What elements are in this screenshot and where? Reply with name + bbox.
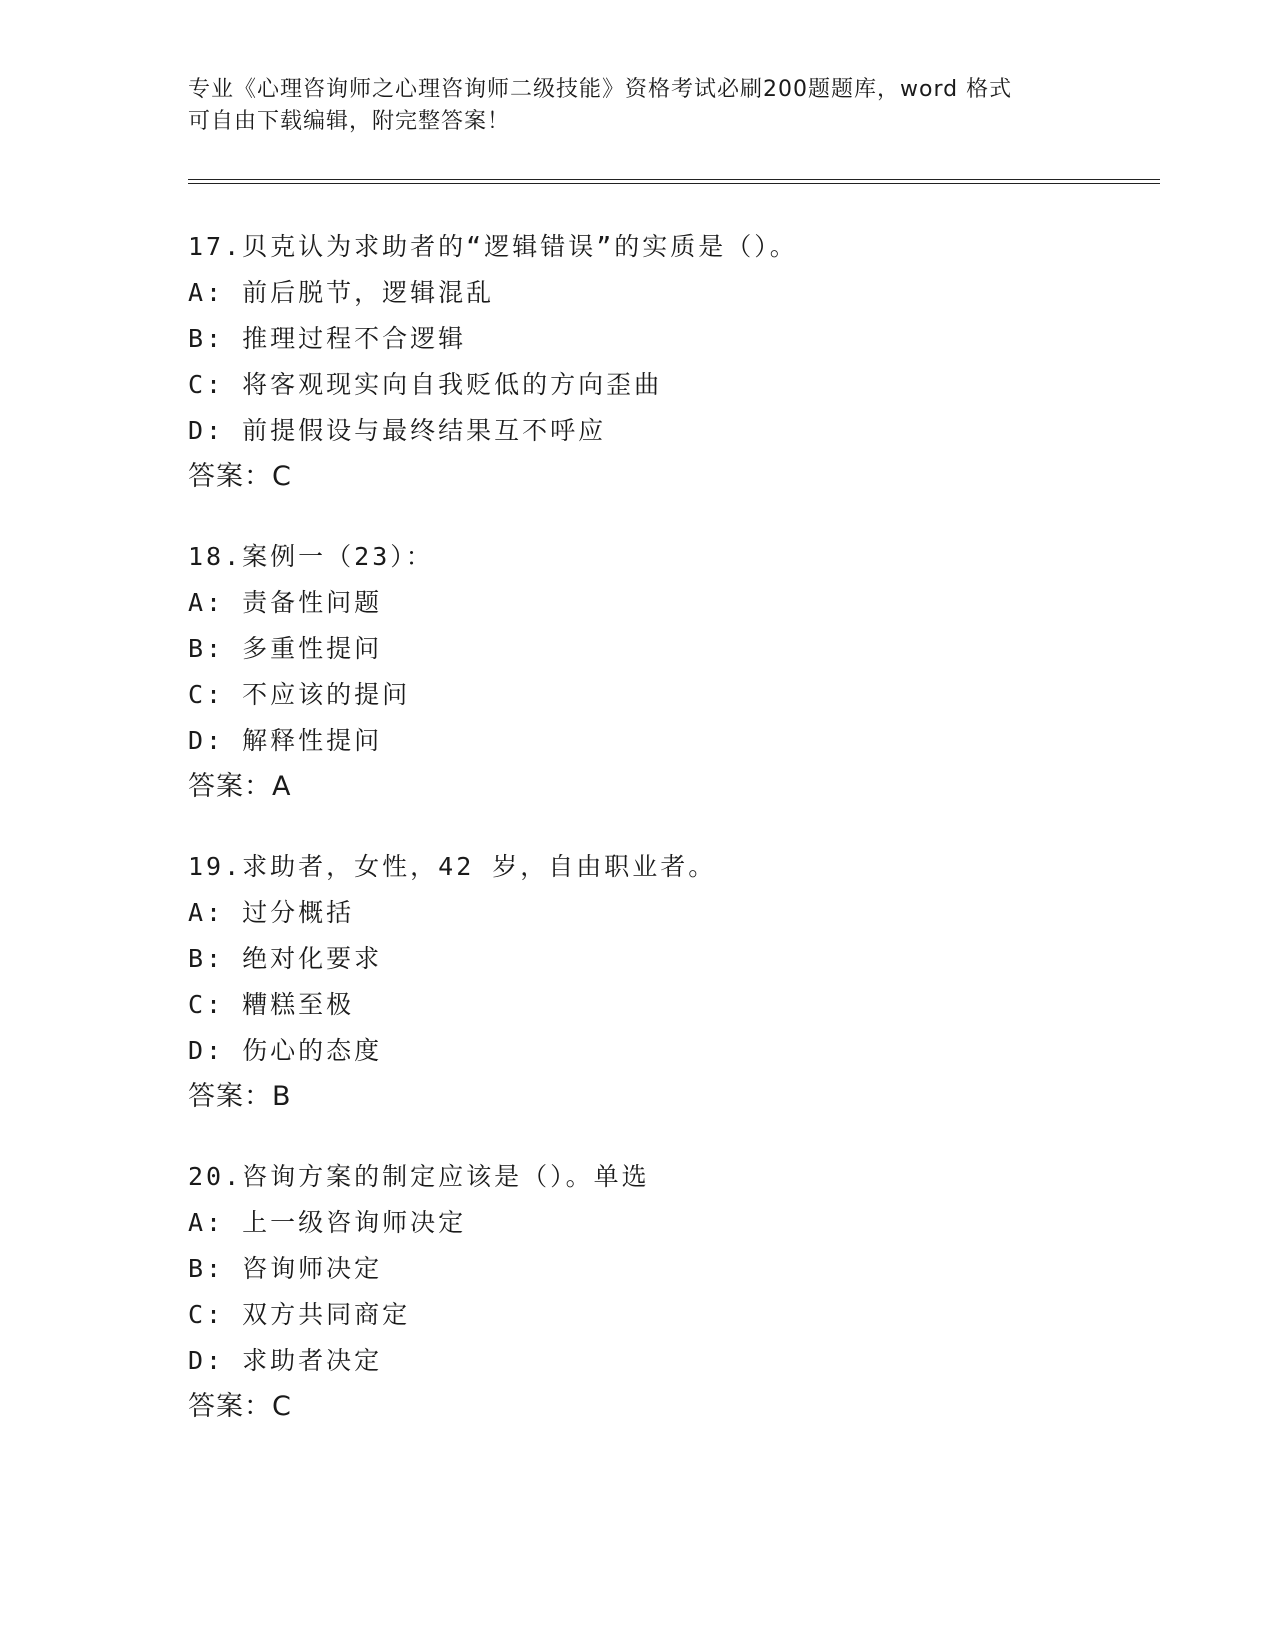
option-c: C: 不应该的提问: [188, 680, 411, 709]
header-divider-top: [188, 179, 1160, 180]
answer: 答案：C: [188, 1391, 292, 1422]
question-stem: 18.案例一（23）：: [188, 542, 434, 571]
question-19: [188, 844, 1168, 1120]
option-d: D: 解释性提问: [188, 726, 383, 755]
question-stem: 17.贝克认为求助者的“逻辑错误”的实质是（）。: [188, 232, 798, 261]
option-b: B: 推理过程不合逻辑: [188, 324, 467, 353]
header-line-2: 可自由下载编辑，附完整答案！: [188, 109, 511, 134]
answer: 答案：C: [188, 461, 292, 492]
option-a: A: 过分概括: [188, 898, 355, 927]
option-c: C: 糟糕至极: [188, 990, 355, 1019]
option-a: A: 前后脱节，逻辑混乱: [188, 278, 495, 307]
question-stem: 20.咨询方案的制定应该是（）。单选: [188, 1162, 650, 1191]
answer: 答案：B: [188, 1081, 292, 1112]
option-b: B: 咨询师决定: [188, 1254, 383, 1283]
question-17: [188, 224, 1168, 500]
question-stem: 19.求助者，女性，42 岁，自由职业者。: [188, 852, 717, 881]
option-a: A: 上一级咨询师决定: [188, 1208, 467, 1237]
document-header: [188, 74, 1068, 138]
option-c: C: 将客观现实向自我贬低的方向歪曲: [188, 370, 663, 399]
header-line-1: 专业《心理咨询师之心理咨询师二级技能》资格考试必刷200题题库，word 格式: [188, 77, 1013, 102]
answer: 答案：A: [188, 771, 292, 802]
question-20: [188, 1154, 1168, 1430]
header-divider-bottom: [188, 183, 1160, 184]
option-d: D: 伤心的态度: [188, 1036, 383, 1065]
option-d: D: 前提假设与最终结果互不呼应: [188, 416, 607, 445]
option-a: A: 责备性问题: [188, 588, 383, 617]
option-b: B: 绝对化要求: [188, 944, 383, 973]
option-d: D: 求助者决定: [188, 1346, 383, 1375]
question-18: [188, 534, 1168, 810]
option-c: C: 双方共同商定: [188, 1300, 411, 1329]
option-b: B: 多重性提问: [188, 634, 383, 663]
